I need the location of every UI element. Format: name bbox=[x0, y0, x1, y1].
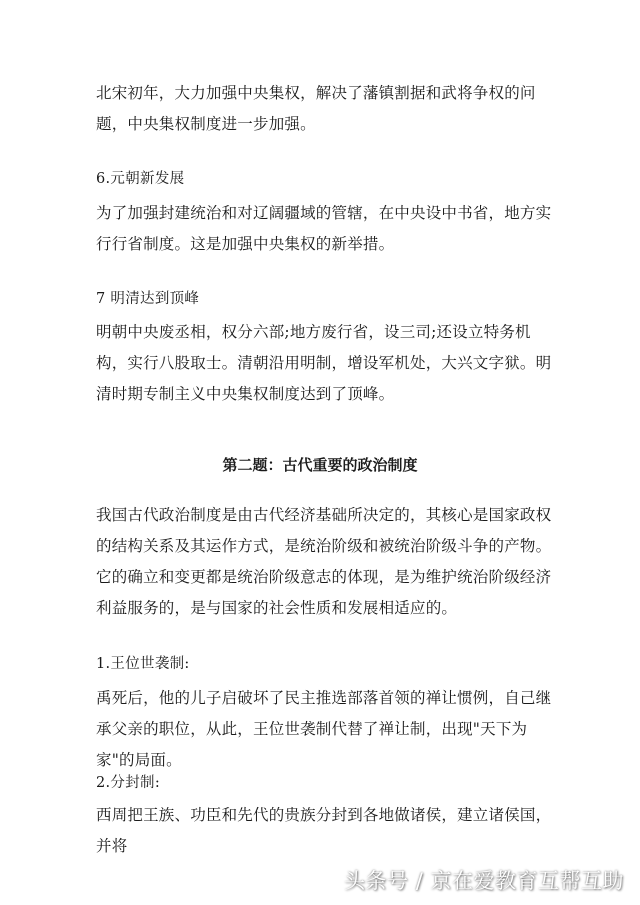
paragraph-ming-qing-peak: 明朝中央废丞相，权分六部;地方废行省，设三司;还设立特务机构，实行八股取士。清朝沿用明制，增设军机处，大兴文字狱。明清时期专制主义中央集权制度达到了顶峰。 bbox=[96, 323, 552, 403]
paragraph-political-system-intro: 我国古代政治制度是由古代经济基础所决定的，其核心是国家政权的结构关系及其运作方式，是统治阶级和被统治阶级斗争的产物。它的确立和变更都是统治阶级意志的体现，是为维护统治阶级经济利益服务的，是与国家的社会性质和发展相适应的。 bbox=[96, 506, 552, 617]
paragraph-enfeoffment: 西周把王族、功臣和先代的贵族分封到各地做诸侯，建立诸侯国，并将 bbox=[96, 806, 552, 855]
heading-hereditary-monarchy: 1.王位世袭制: bbox=[96, 656, 190, 672]
paragraph-yuan-development: 为了加强封建统治和对辽阔疆域的管辖，在中央设中书省，地方实行行省制度。这是加强中央集权的新举措。 bbox=[96, 204, 552, 253]
heading-yuan-development: 6.元朝新发展 bbox=[96, 171, 185, 187]
heading-enfeoffment: 2.分封制: bbox=[96, 775, 161, 791]
paragraph-song-centralization: 北宋初年，大力加强中央集权，解决了藩镇割据和武将争权的问题，中央集权制度进一步加强。 bbox=[96, 84, 536, 133]
paragraph-hereditary-monarchy: 禹死后，他的儿子启破坏了民主推选部落首领的禅让惯例，自己继承父亲的职位，从此，王位世袭制代替了禅让制，出现"天下为家"的局面。 bbox=[96, 689, 552, 769]
watermark: 头条号 / 京在爱教育互帮互助 bbox=[344, 869, 624, 893]
section-title: 第二题：古代重要的政治制度 bbox=[222, 456, 418, 474]
heading-ming-qing-peak: 7 明清达到顶峰 bbox=[96, 291, 200, 307]
